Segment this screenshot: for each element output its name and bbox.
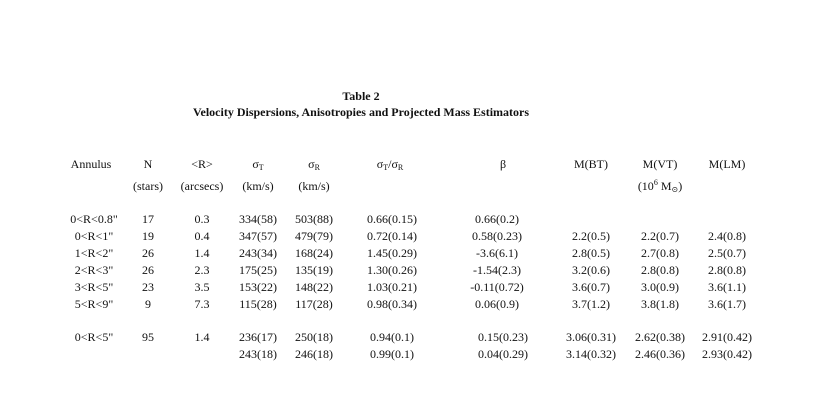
cell-annulus: 1<R<2" (74, 246, 114, 260)
cell-beta: -1.54(2.3) (473, 263, 521, 277)
cell-ratio: 1.30(0.26) (367, 263, 417, 277)
unit-mass: ($10^6$ $M_⊙$) (637, 178, 683, 194)
header-sigma-ratio: $\sigma_T/\sigma_R$ (376, 157, 404, 172)
cell-m-lm: 3.6(1.7) (708, 297, 746, 311)
header-m-bt: M(BT) (574, 157, 608, 171)
cell-beta: -3.6(6.1) (476, 246, 518, 260)
cell-sigma-r: 135(19) (295, 263, 333, 277)
cell-ratio: 0.94(0.1) (370, 330, 414, 344)
cell-sigma-r: 250(18) (295, 330, 333, 344)
cell-r: 7.3 (194, 297, 210, 311)
header-mean-r: <R> (191, 157, 213, 171)
cell-m-vt: 2.2(0.7) (641, 229, 679, 243)
cell-m-bt: 3.2(0.6) (572, 263, 610, 277)
cell-m-lm: 2.93(0.42) (702, 347, 752, 361)
cell-sigma-r: 117(28) (295, 297, 333, 311)
cell-annulus: 5<R<9" (74, 297, 114, 311)
cell-ratio: 0.72(0.14) (367, 229, 417, 243)
cell-m-vt: 2.8(0.8) (641, 263, 679, 277)
cell-sigma-r: 148(22) (295, 280, 333, 294)
cell-r: 1.4 (194, 246, 210, 260)
cell-ratio: 0.98(0.34) (367, 297, 417, 311)
cell-r: 0.4 (194, 229, 210, 243)
cell-sigma-t: 175(25) (239, 263, 277, 277)
cell-m-vt: 2.7(0.8) (641, 246, 679, 260)
cell-m-vt: 3.0(0.9) (641, 280, 679, 294)
cell-beta: 0.04(0.29) (478, 347, 528, 361)
cell-sigma-r: 479(79) (295, 229, 333, 243)
cell-sigma-t: 153(22) (239, 280, 277, 294)
cell-sigma-r: 503(88) (295, 212, 333, 226)
cell-m-lm: 2.91(0.42) (702, 330, 752, 344)
cell-beta: 0.06(0.9) (475, 297, 519, 311)
cell-sigma-r: 168(24) (295, 246, 333, 260)
cell-beta: 0.15(0.23) (478, 330, 528, 344)
cell-ratio: 0.66(0.15) (367, 212, 417, 226)
cell-annulus: 0<R<5" (74, 330, 114, 344)
cell-m-lm: 2.4(0.8) (708, 229, 746, 243)
cell-sigma-t: 347(57) (239, 229, 277, 243)
table-number: Table 2 (342, 89, 380, 103)
cell-m-lm: 2.8(0.8) (708, 263, 746, 277)
cell-n: 95 (142, 330, 154, 344)
cell-m-bt: 2.2(0.5) (572, 229, 610, 243)
cell-m-vt: 2.62(0.38) (635, 330, 685, 344)
cell-annulus: 3<R<5" (74, 280, 114, 294)
cell-annulus: 2<R<3" (74, 263, 114, 277)
cell-m-lm: 3.6(1.1) (708, 280, 746, 294)
cell-m-vt: 3.8(1.8) (641, 297, 679, 311)
cell-beta: 0.58(0.23) (472, 229, 522, 243)
cell-n: 9 (145, 297, 151, 311)
cell-n: 17 (142, 212, 154, 226)
unit-sigma-t: (km/s) (242, 179, 274, 193)
cell-ratio: 1.45(0.29) (367, 246, 417, 260)
table-caption: Velocity Dispersions, Anisotropies and Projected Mass Estimators (192, 105, 530, 119)
cell-ratio: 0.99(0.1) (370, 347, 414, 361)
cell-r: 1.4 (194, 330, 210, 344)
cell-beta: -0.11(0.72) (470, 280, 524, 294)
cell-ratio: 1.03(0.21) (367, 280, 417, 294)
cell-sigma-t: 115(28) (239, 297, 277, 311)
cell-n: 26 (142, 246, 154, 260)
cell-m-lm: 2.5(0.7) (708, 246, 746, 260)
cell-r: 2.3 (194, 263, 210, 277)
unit-n: (stars) (133, 179, 163, 193)
header-sigma-t: $\sigma_T$ (252, 157, 264, 172)
header-m-lm: M(LM) (708, 157, 746, 171)
cell-m-bt: 3.6(0.7) (572, 280, 610, 294)
cell-beta: 0.66(0.2) (475, 212, 519, 226)
header-beta: β (499, 157, 507, 171)
header-annulus: Annulus (70, 157, 112, 171)
cell-sigma-r: 246(18) (295, 347, 333, 361)
cell-annulus: 0<R<1" (74, 229, 114, 243)
header-m-vt: M(VT) (642, 157, 678, 171)
cell-m-bt: 3.7(1.2) (572, 297, 610, 311)
cell-sigma-t: 243(34) (239, 246, 277, 260)
cell-annulus: 0<R<0.8" (70, 212, 118, 226)
cell-sigma-t: 334(58) (239, 212, 277, 226)
unit-sigma-r: (km/s) (298, 179, 330, 193)
header-n: N (143, 157, 153, 171)
cell-m-vt: 2.46(0.36) (635, 347, 685, 361)
header-sigma-r: $\sigma_R$ (308, 157, 320, 172)
cell-m-bt: 3.06(0.31) (566, 330, 616, 344)
cell-n: 19 (142, 229, 154, 243)
cell-sigma-t: 236(17) (239, 330, 277, 344)
cell-m-bt: 3.14(0.32) (566, 347, 616, 361)
cell-m-bt: 2.8(0.5) (572, 246, 610, 260)
cell-sigma-t: 243(18) (239, 347, 277, 361)
cell-n: 26 (142, 263, 154, 277)
cell-r: 3.5 (194, 280, 210, 294)
cell-n: 23 (142, 280, 154, 294)
cell-r: 0.3 (194, 212, 210, 226)
unit-r: (arcsecs) (180, 179, 224, 193)
